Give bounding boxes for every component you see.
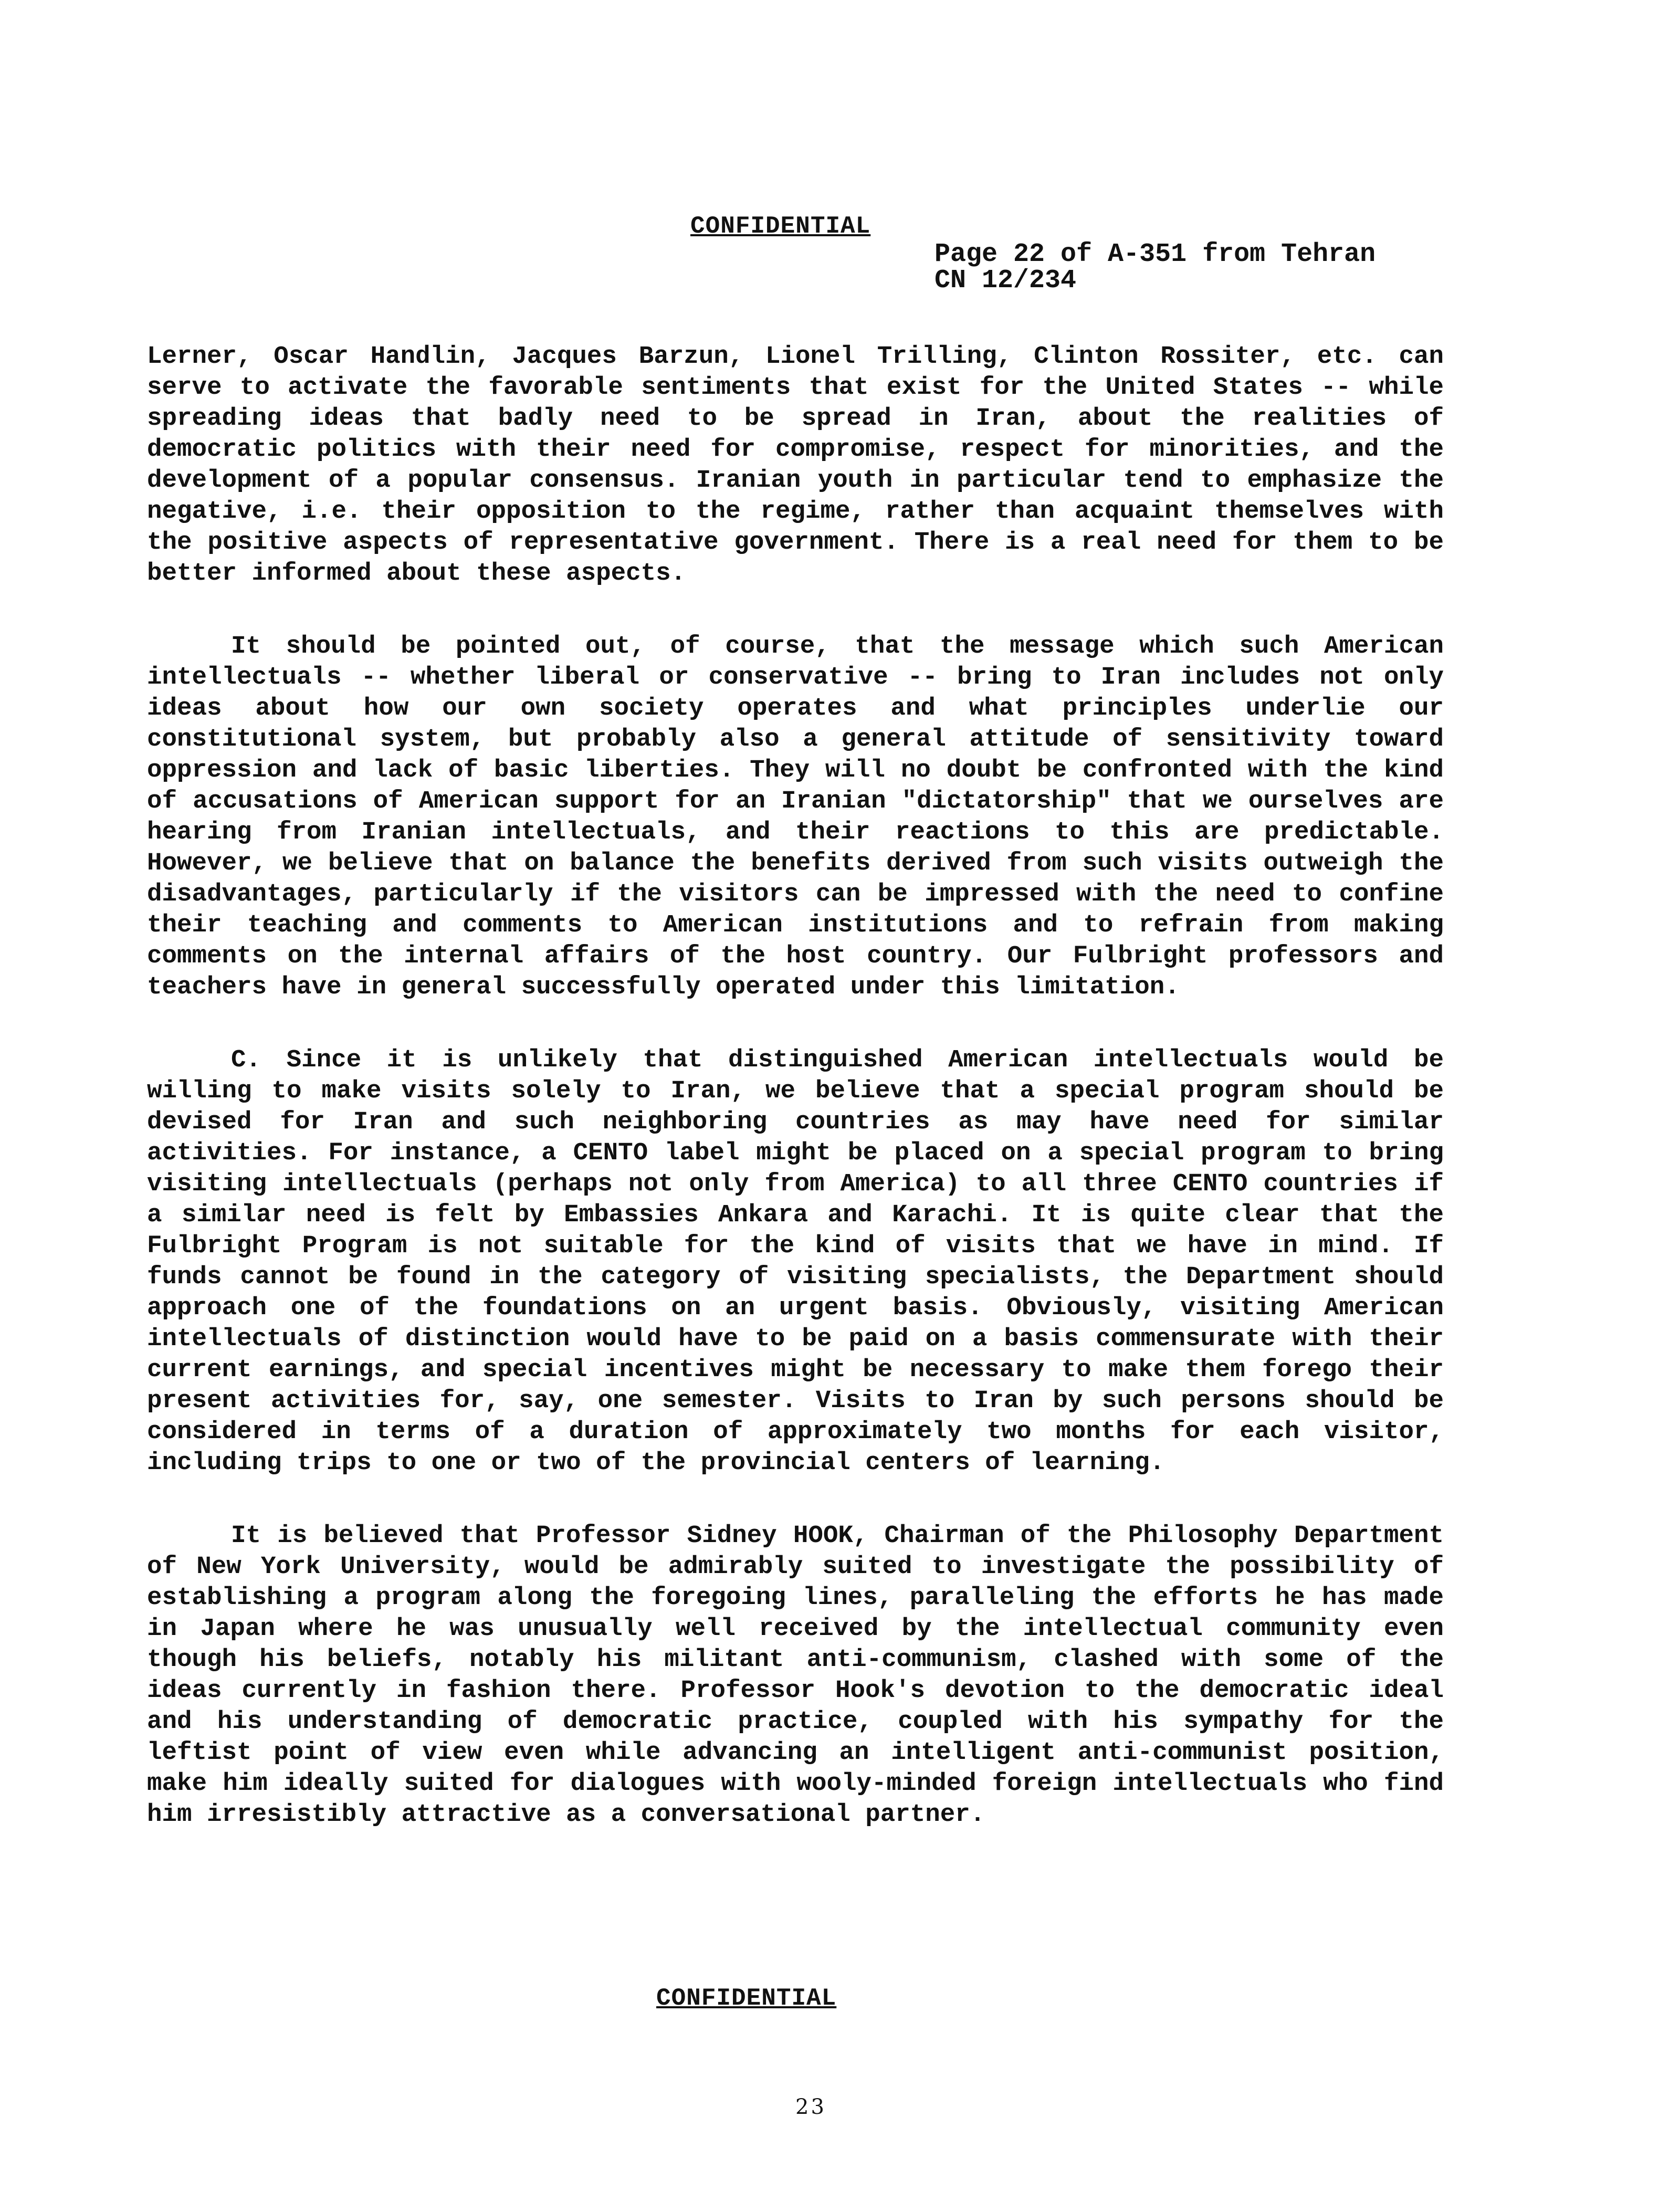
top-classification-marking: CONFIDENTIAL xyxy=(690,213,871,240)
paragraph-intellectuals-message: It should be pointed out, of course, that the message which such American intellectuals -- whether liberal or conservative -- bring to Iran includes not only ideas about how our own society operates and what principles underlie our constitutional system, but probably also a general attitude of sensitivity toward oppression and lack of basic liberties. They will no doubt be confronted with the kind of accusations of American support for an Iranian "dictatorship" that we ourselves are hearing from Iranian intellectuals, and their reactions to this are predictable. However, we believe that on balance the benefits derived from such visits outweigh the disadvantages, particularly if the visitors can be impressed with the need to confine their teaching and comments to American institutions and to refrain from making comments on the internal affairs of the host country. Our Fulbright professors and teachers have in general successfully operated under this limitation. xyxy=(147,632,1444,1001)
paragraph-professor-hook: It is believed that Professor Sidney HOOK, Chairman of the Philosophy Department of New York University, would be admirably suited to investigate the possibility of establishing a program along the foregoing lines, paralleling the efforts he has made in Japan where he was unusually well received by the intellectual community even though his beliefs, notably his militant anti-communism, clashed with some of the ideas currently in fashion there. Professor Hook's devotion to the democratic ideal and his understanding of democratic practice, coupled with his sympathy for the leftist point of view even while advancing an intelligent anti-communist position, make him ideally suited for dialogues with wooly-minded foreign intellectuals who find him irresistibly attractive as a conversational partner. xyxy=(147,1522,1444,1829)
page-number: 23 xyxy=(795,2095,826,2119)
page-reference-block xyxy=(934,239,1376,296)
memo-body xyxy=(147,341,1444,1872)
paragraph-continuation: Lerner, Oscar Handlin, Jacques Barzun, Lionel Trilling, Clinton Rossiter, etc. can serve to activate the favorable sentiments that exist for the United States -- while spreading ideas that badly need to be spread in Iran, about the realities of democratic politics with their need for compromise, respect for minorities, and the development of a popular consensus. Iranian youth in particular tend to emphasize the negative, i.e. their opposition to the regime, rather than acquaint themselves with the positive aspects of representative government. There is a real need for them to be better informed about these aspects. xyxy=(147,342,1444,588)
paragraph-c-special-program: C. Since it is unlikely that distinguished American intellectuals would be willing to make visits solely to Iran, we believe that a special program should be devised for Iran and such neighboring countries as may have need for similar activities. For instance, a CENTO label might be placed on a special program to bring visiting intellectuals (perhaps not only from America) to all three CENTO countries if a similar need is felt by Embassies Ankara and Karachi. It is quite clear that the Fulbright Program is not suitable for the kind of visits that we have in mind. If funds cannot be found in the category of visiting specialists, the Department should approach one of the foundations on an urgent basis. Obviously, visiting American intellectuals of distinction would have to be paid on a basis commensurate with their current earnings, and special incentives might be necessary to make them forego their present activities for, say, one semester. Visits to Iran by such persons should be considered in terms of a duration of approximately two months for each visitor, including trips to one or two of the provincial centers of learning. xyxy=(147,1046,1444,1477)
control-number: CN 12/234 xyxy=(934,266,1077,296)
page-reference: Page 22 of A-351 from Tehran xyxy=(934,239,1376,269)
bottom-classification-marking: CONFIDENTIAL xyxy=(656,1985,837,2012)
